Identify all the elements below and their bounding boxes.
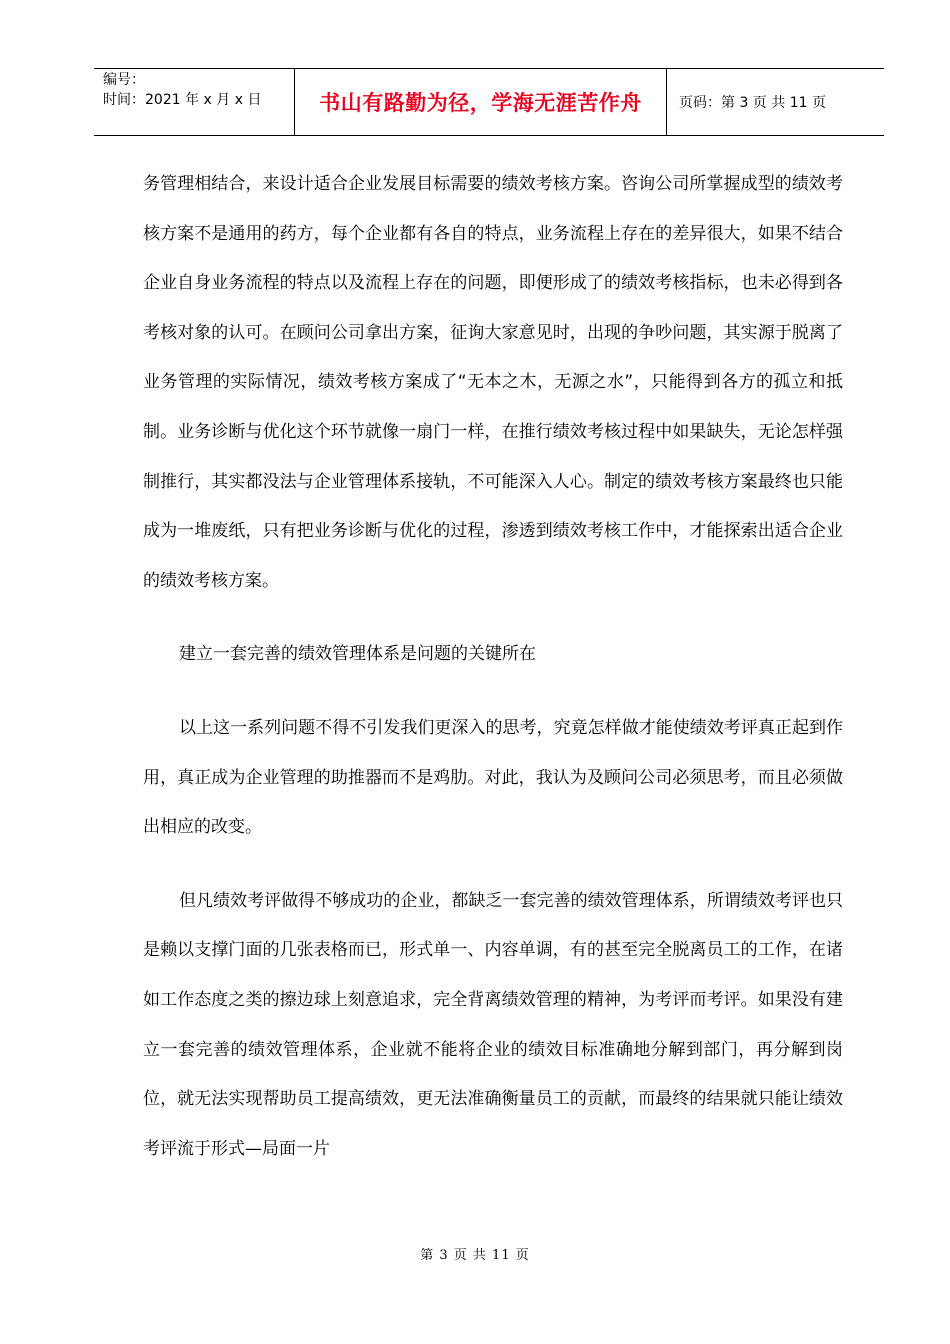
paragraph: 但凡绩效考评做得不够成功的企业，都缺乏一套完善的绩效管理体系，所谓绩效考评也只是赖以支撑门面的几张表格而已，形式单一、内容单调，有的甚至完全脱离员工的工作，在诸如工作态度之类的擦边球上刻意追求，完全背离绩效管理的精神，为考评而考评。如果没有建立一套完善的绩效管理体系，企业就不能将企业的绩效目标准确地分解到部门，再分解到岗位，就无法实现帮助员工提高绩效，更无法准确衡量员工的贡献，而最终的结果就只能让绩效考评流于形式—局面一片 (143, 890, 843, 1159)
page-header (94, 68, 884, 136)
body-text (143, 160, 843, 1174)
document-number-label: 编号： (103, 72, 145, 88)
page-footer: 第 3 页 共 11 页 (420, 1248, 530, 1263)
paragraph: 以上这一系列问题不得不引发我们更深入的思考，究竟怎样做才能使绩效考评真正起到作用，真正成为企业管理的助推器而不是鸡肋。对此，我认为及顾问公司必须思考，而且必须做出相应的改变。 (143, 717, 843, 838)
paragraph-continued: 务管理相结合，来设计适合企业发展目标需要的绩效考核方案。咨询公司所掌握成型的绩效考核方案不是通用的药方，每个企业都有各自的特点，业务流程上存在的差异很大，如果不结合企业自身业务流程的特点以及流程上存在的问题，即便形成了的绩效考核指标，也未必得到各考核对象的认可。在顾问公司拿出方案，征询大家意见时，出现的争吵问题，其实源于脱离了业务管理的实际情况，绩效考核方案成了“无本之木，无源之水”，只能得到各方的孤立和抵制。业务诊断与优化这个环节就像一扇门一样，在推行绩效考核过程中如果缺失，无论怎样强制推行，其实都没法与企业管理体系接轨，不可能深入人心。制定的绩效考核方案最终也只能成为一堆废纸，只有把业务诊断与优化的过程，渗透到绩效考核工作中，才能探索出适合企业的绩效考核方案。 (143, 174, 843, 591)
header-page-label: 页码：第 3 页 共 11 页 (679, 95, 826, 111)
header-motto: 书山有路勤为径，学海无涯苦作舟 (319, 90, 642, 115)
header-meta-cell (94, 69, 295, 135)
header-page-cell (667, 69, 884, 135)
document-date-label: 时间：2021 年 x 月 x 日 (103, 92, 262, 108)
section-heading: 建立一套完善的绩效管理体系是问题的关键所在 (179, 644, 536, 665)
header-motto-cell (295, 69, 667, 135)
